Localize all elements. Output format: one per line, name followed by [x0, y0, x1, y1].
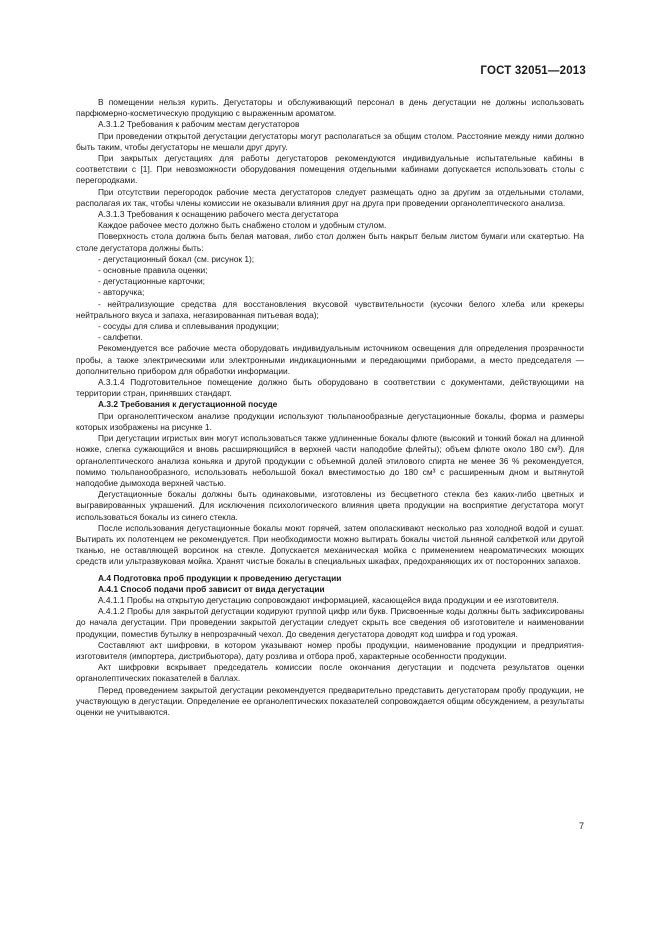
paragraph: При закрытых дегустациях для работы дегустаторов рекомендуются индивидуальные испытательные кабины в соответствии с [1]. При невозможности оборудования помещения отдельными кабинами допускается использовать столы с перегородками. [76, 153, 584, 186]
paragraph: А.3.1.3 Требования к оснащению рабочего места дегустатора [98, 209, 339, 220]
document-header: ГОСТ 32051—2013 [480, 65, 586, 77]
paragraph: Рекомендуется все рабочие места оборудовать индивидуальным источником освещения для определения прозрачности пробы, а также электрическими или электронными индикационными и передающими приборами, а место председателя — дополнительно прибором для обработки информации. [76, 343, 584, 376]
page-number: 7 [578, 821, 584, 831]
paragraph: А.4.1.2 Пробы для закрытой дегустации кодируют группой цифр или букв. Присвоенные коды должны быть зафиксированы до начала дегустации. При проведении закрытой дегустации следует скрыть все сведения об изготовителе и наименовании продукции, поместив бутылку в непрозрачный чехол. До сведения дегустатора доводят код шифра и год урожая. [76, 606, 584, 639]
paragraph: А.4.1.1 Пробы на открытую дегустацию сопровождают информацией, касающейся вида продукции и ее изготовителя. [98, 594, 559, 605]
document-body [76, 97, 584, 718]
paragraph: А.3.1.2 Требования к рабочим местам дегустаторов [98, 119, 300, 130]
paragraph: При дегустации игристых вин могут использоваться также удлиненные бокалы флюте (высокий и тонкий бокал на длинной ножке, слегка сужающийся и вновь расширяющийся в верхней части наподобие флейты); объем флюте около 180 см³). Для органолептического анализа коньяка и другой продукции с объемной долей этилового спирта не менее 36 % рекомендуется, помимо тюльпанообразного, использовать небольшой бокал вместимостью до 180 см³ с расширенным дном и вытянутой наподобие дымохода верхней частью. [76, 433, 584, 488]
paragraph: - основные правила оценки; [98, 265, 208, 276]
paragraph: - дегустационные карточки; [98, 276, 206, 287]
paragraph: - дегустационный бокал (см. рисунок 1); [98, 253, 255, 264]
paragraph: После использования дегустационные бокалы моют горячей, затем ополаскивают несколько раз холодной водой и сушат. Вытирать их полотенцем не рекомендуется. При необходимости можно вытирать бокалы чистой льняной салфеткой или другой тканью, не оставляющей ворсинок на стекле. Допускается механическая мойка с применением неароматических моющих средств или ультразвуковая мойка. Хранят чистые бокалы в специальных шкафах, предохраняющих их от посторонних запахов. [76, 522, 584, 567]
paragraph: Поверхность стола должна быть белая матовая, либо стол должен быть накрыт белым листом бумаги или скатертью. На столе дегустатора должны быть: [76, 231, 584, 253]
paragraph: Дегустационные бокалы должны быть одинаковыми, изготовлены из бесцветного стекла без каких-либо цветных и выгравированных украшений. Для исключения психологического влияния цвета продукции на восприятие дегустатора могут использоваться бокалы из синего стекла. [76, 489, 584, 522]
paragraph: При проведении открытой дегустации дегустаторы могут располагаться за общим столом. Расстояние между ними должно быть таким, чтобы дегустаторы не мешали друг другу. [76, 130, 584, 152]
paragraph: Каждое рабочее место должно быть снабжено столом и удобным стулом. [98, 220, 387, 231]
paragraph: - салфетки. [98, 332, 143, 343]
paragraph: - авторучка; [98, 287, 145, 298]
paragraph: Перед проведением закрытой дегустации рекомендуется предварительно представить дегустаторам пробу продукции, не участвующую в дегустации. Определение ее органолептических показателей сопровождается общим обсуждением, а результаты оценки не учитываются. [76, 684, 584, 717]
section-heading: А.4.1 Способ подачи проб зависит от вида дегустации [98, 583, 325, 594]
paragraph: При органолептическом анализе продукции используют тюльпанообразные дегустационные бокалы, форма и размеры которых изображены на рисунке 1. [76, 410, 584, 432]
section-heading: А.4 Подготовка проб продукции к проведению дегустации [98, 572, 342, 583]
paragraph: При отсутствии перегородок рабочие места дегустаторов следует размещать одно за другим за отдельными столами, располагая их так, чтобы члены комиссии не оказывали влияния друг на друга при проведении органолептического анализа. [76, 186, 584, 208]
paragraph: - сосуды для слива и сплевывания продукции; [98, 321, 279, 332]
section-heading: А.3.2 Требования к дегустационной посуде [98, 399, 278, 410]
paragraph: Акт шифровки вскрывает председатель комиссии после окончания дегустации и подсчета результатов оценки органолептических показателей в баллах. [76, 662, 584, 684]
paragraph: А.3.1.4 Подготовительное помещение должно быть оборудовано в соответствии с документами, действующими на территории стран, принявших стандарт. [76, 377, 584, 399]
paragraph: - нейтрализующие средства для восстановления вкусовой чувствительности (кусочки белого хлеба или крекеры нейтрального вкуса и запаха, негазированная питьевая вода); [76, 298, 584, 320]
paragraph: В помещении нельзя курить. Дегустаторы и обслуживающий персонал в день дегустации не должны использовать парфюмерно-косметическую продукцию с выраженным ароматом. [76, 97, 584, 119]
paragraph: Составляют акт шифровки, в котором указывают номер пробы продукции, наименование продукции и предприятия-изготовителя (импортера, дистрибьютора), дату розлива и отбора проб, характерные особенности продукции. [76, 639, 584, 661]
